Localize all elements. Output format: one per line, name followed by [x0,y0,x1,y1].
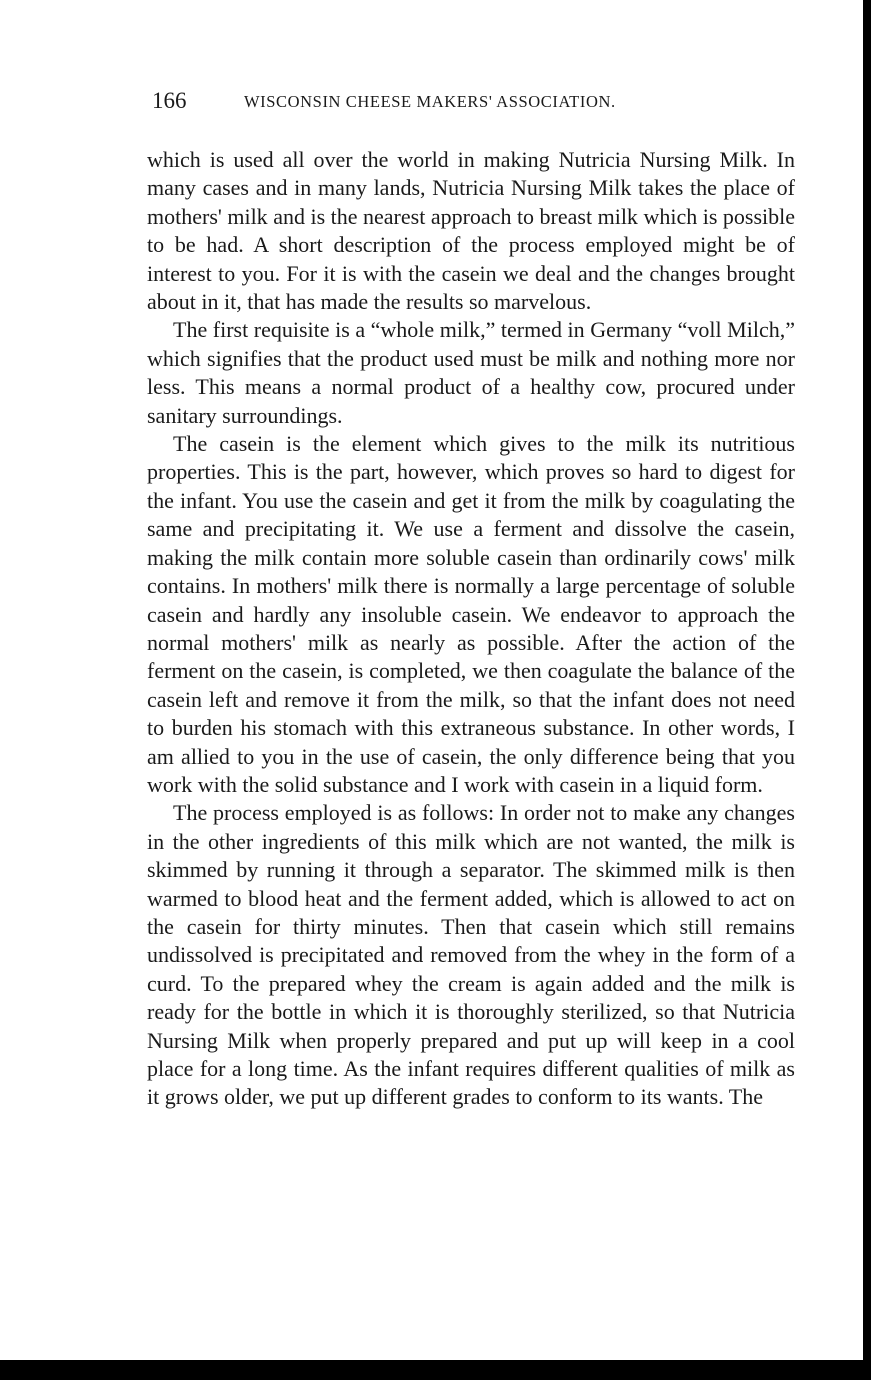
running-head: WISCONSIN CHEESE MAKERS' ASSOCIATION. [244,92,616,111]
page-header [152,88,792,118]
paragraph: The process employed is as follows: In order not to make any changes in the other ingredients of this milk which are not wanted, the milk is skimmed by running it through a separator. The skimmed milk is then warmed to blood heat and the ferment added, which is allowed to act on the casein for thirty minutes. Then that casein which still remains undissolved is precipitated and removed from the whey in the form of a curd. To the prepared whey the cream is again added and the milk is ready for the bottle in which it is thoroughly sterilized, so that Nutricia Nursing Milk when properly prepared and put up will keep in a cool place for a long time. As the infant requires different qualities of milk as it grows older, we put up different grades to conform to its wants. The [147,800,795,1110]
body-text [147,146,795,1112]
page-edge-border [863,0,871,1380]
paragraph: which is used all over the world in making Nutricia Nursing Milk. In many cases and in many lands, Nutricia Nursing Milk takes the place of mothers' milk and is the nearest approach to breast milk which is possible to be had. A short description of the process employed might be of interest to you. For it is with the casein we deal and the changes brought about in it, that has made the results so marvelous. [147,147,795,315]
paragraph: The casein is the element which gives to the milk its nutritious properties. This is the part, however, which proves so hard to digest for the infant. You use the casein and get it from the milk by coagulating the same and precipitating it. We use a ferment and dissolve the casein, making the milk contain more soluble casein than ordinarily cows' milk contains. In mothers' milk there is normally a large percentage of soluble casein and hardly any insoluble casein. We endeavor to approach the normal mothers' milk as nearly as possible. After the action of the ferment on the casein, is completed, we then coagulate the balance of the casein left and remove it from the milk, so that the infant does not need to burden his stomach with this extraneous substance. In other words, I am allied to you in the use of casein, the only difference being that you work with the solid substance and I work with casein in a liquid form. [147,431,795,797]
page-number: 166 [152,88,187,113]
scan-bottom-border [0,1360,871,1380]
paragraph: The first requisite is a “whole milk,” termed in Germany “voll Milch,” which signifies that the product used must be milk and nothing more nor less. This means a normal product of a healthy cow, procured under sanitary surroundings. [147,317,795,428]
